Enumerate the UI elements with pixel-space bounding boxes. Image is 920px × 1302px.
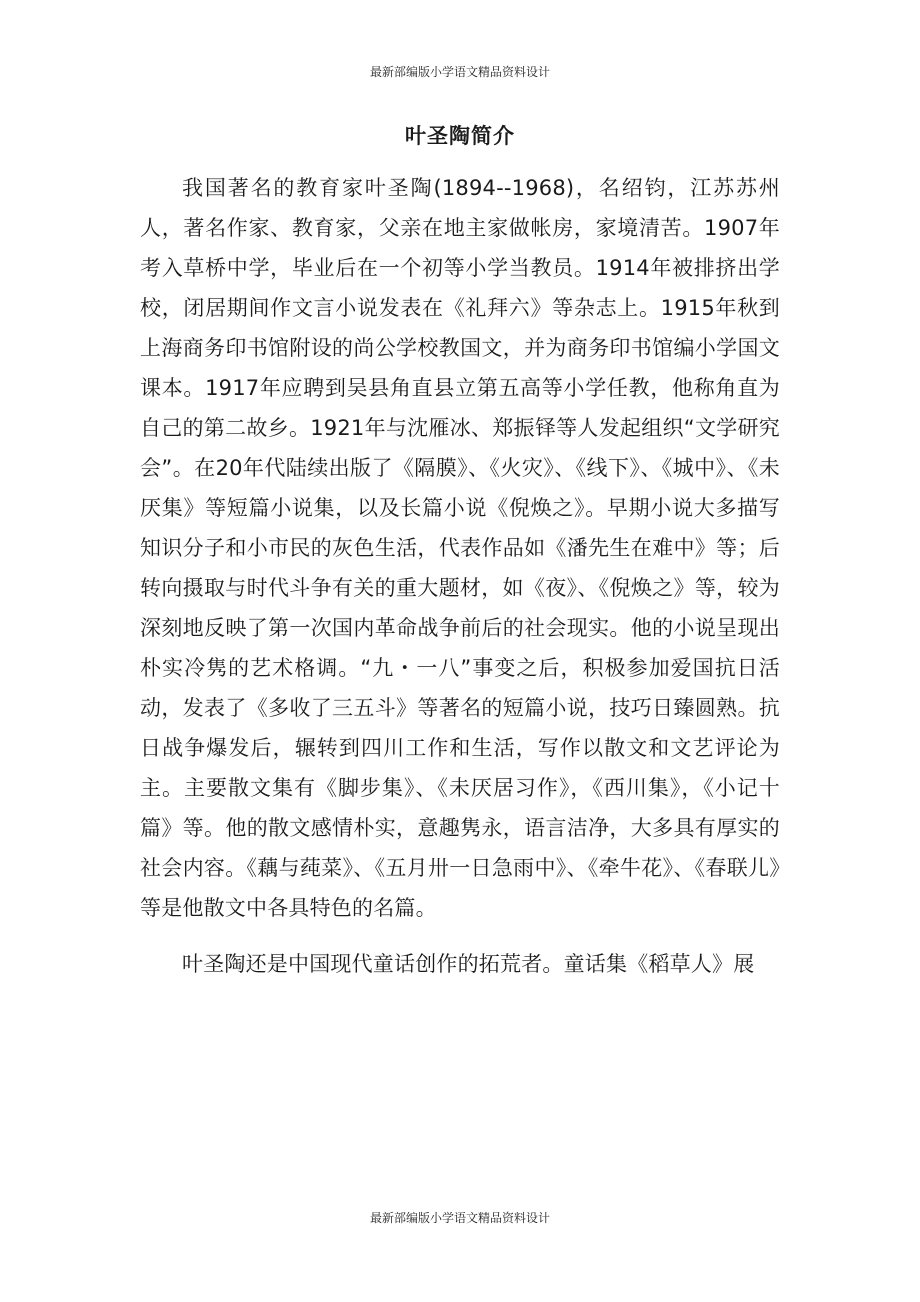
document-body: [140, 168, 780, 984]
paragraph-fairy-tales: 叶圣陶还是中国现代童话创作的拓荒者。童话集《稻草人》展: [182, 952, 755, 976]
document-title: 叶圣陶简介: [405, 124, 515, 148]
running-footer: 最新部编版小学语文精品资料设计: [369, 1211, 550, 1225]
running-header: 最新部编版小学语文精品资料设计: [369, 65, 550, 79]
paragraph-biography: 我国著名的教育家叶圣陶(1894--1968)，名绍钧，江苏苏州人，著名作家、教育家，父亲在地主家做帐房，家境清苦。1907年考入草桥中学，毕业后在一个初等小学当教员。1914年被排挤出学校，闭居期间作文言小说发表在《礼拜六》等杂志上。1915年秋到上海商务印书馆附设的尚公学校教国文，并为商务印书馆编小学国文课本。1917年应聘到吴县角直县立第五高等小学任教，他称角直为自己的第二故乡。1921年与沈雁冰、郑振铎等人发起组织“文学研究会”。在20年代陆续出版了《隔膜》、《火灾》、《线下》、《城中》、《未厌集》等短篇小说集，以及长篇小说《倪焕之》。早期小说大多描写知识分子和小市民的灰色生活，代表作品如《潘先生在难中》等；后转向摄取与时代斗争有关的重大题材，如《夜》、《倪焕之》等，较为深刻地反映了第一次国内革命战争前后的社会现实。他的小说呈现出朴实冷隽的艺术格调。“九・一八”事变之后，积极参加爱国抗日活动，发表了《多收了三五斗》等著名的短篇小说，技巧日臻圆熟。抗日战争爆发后，辗转到四川工作和生活，写作以散文和文艺评论为主。主要散文集有《脚步集》、《未厌居习作》，《西川集》，《小记十篇》等。他的散文感情朴实，意趣隽永，语言洁净，大多具有厚实的社会内容。《藕与莼菜》、《五月卅一日急雨中》、《牵牛花》、《春联儿》等是他散文中各具特色的名篇。: [140, 176, 780, 920]
